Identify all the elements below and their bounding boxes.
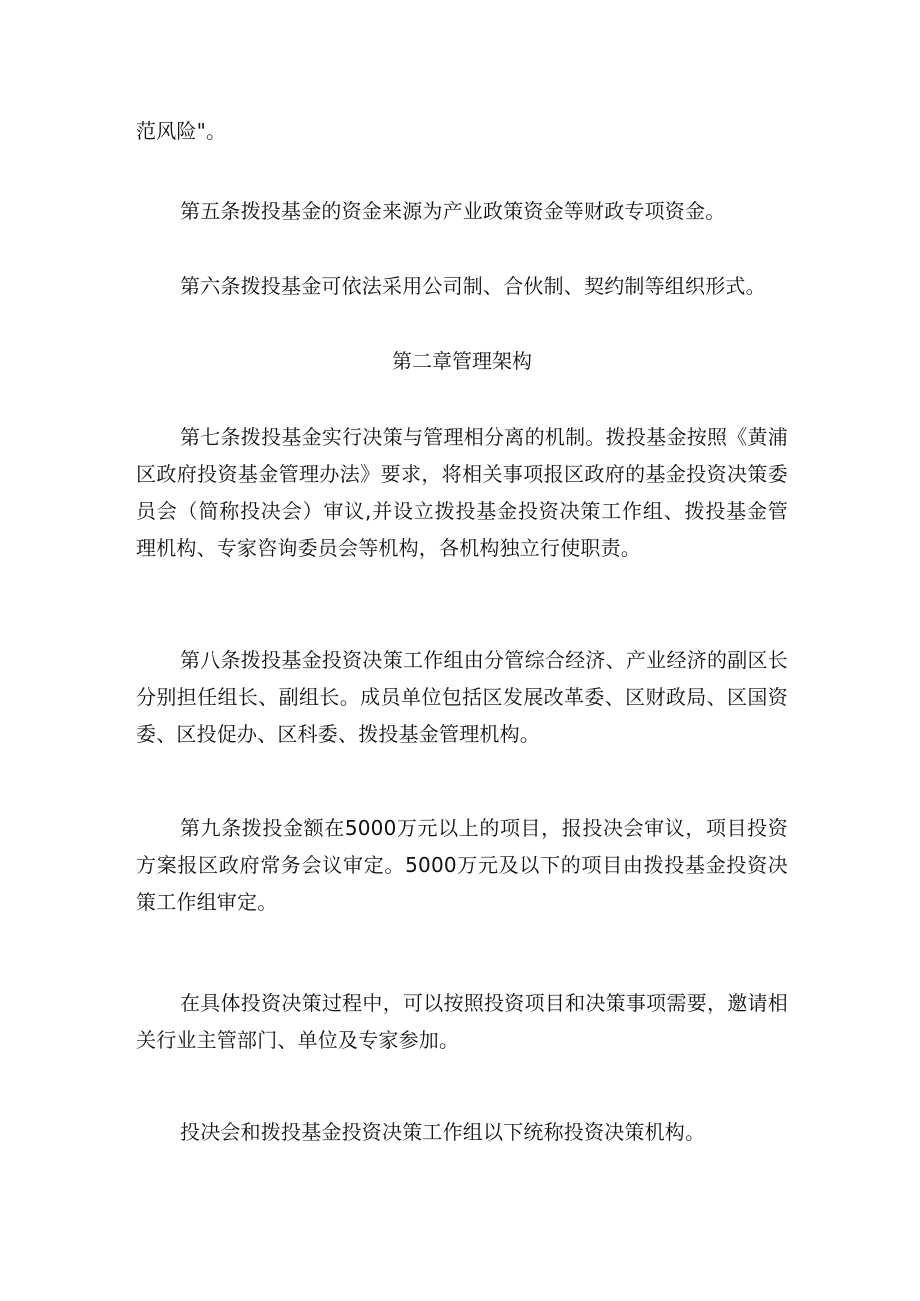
paragraph-article-6: 第六条拨投基金可依法采用公司制、合伙制、契约制等组织形式。 bbox=[180, 274, 766, 298]
paragraph-decision-process: 在具体投资决策过程中，可以按照投资项目和决策事项需要，邀请相关行业主管部门、单位及专家参加。 bbox=[136, 991, 788, 1052]
paragraph-continuation: 范风险"。 bbox=[136, 119, 227, 143]
paragraph-article-8: 第八条拨投基金投资决策工作组由分管综合经济、产业经济的副区长分别担任组长、副组长。成员单位包括区发展改革委、区财政局、区国资委、区投促办、区科委、拨投基金管理机构。 bbox=[136, 648, 788, 746]
paragraph-article-5: 第五条拨投基金的资金来源为产业政策资金等财政专项资金。 bbox=[180, 199, 726, 223]
paragraph-decision-bodies: 投决会和拨投基金投资决策工作组以下统称投资决策机构。 bbox=[180, 1120, 706, 1144]
chapter-heading: 第二章管理架构 bbox=[392, 349, 532, 373]
paragraph-article-7: 第七条拨投基金实行决策与管理相分离的机制。拨投基金按照《黄浦区政府投资基金管理办法》要求，将相关事项报区政府的基金投资决策委员会（简称投决会）审议,并设立拨投基金投资决策工作组、拨投基金管理机构、专家咨询委员会等机构，各机构独立行使职责。 bbox=[136, 425, 788, 560]
paragraph-article-9: 第九条拨投金额在5000万元以上的项目，报投决会审议，项目投资方案报区政府常务会议审定。5000万元及以下的项目由拨投基金投资决策工作组审定。 bbox=[136, 816, 788, 914]
